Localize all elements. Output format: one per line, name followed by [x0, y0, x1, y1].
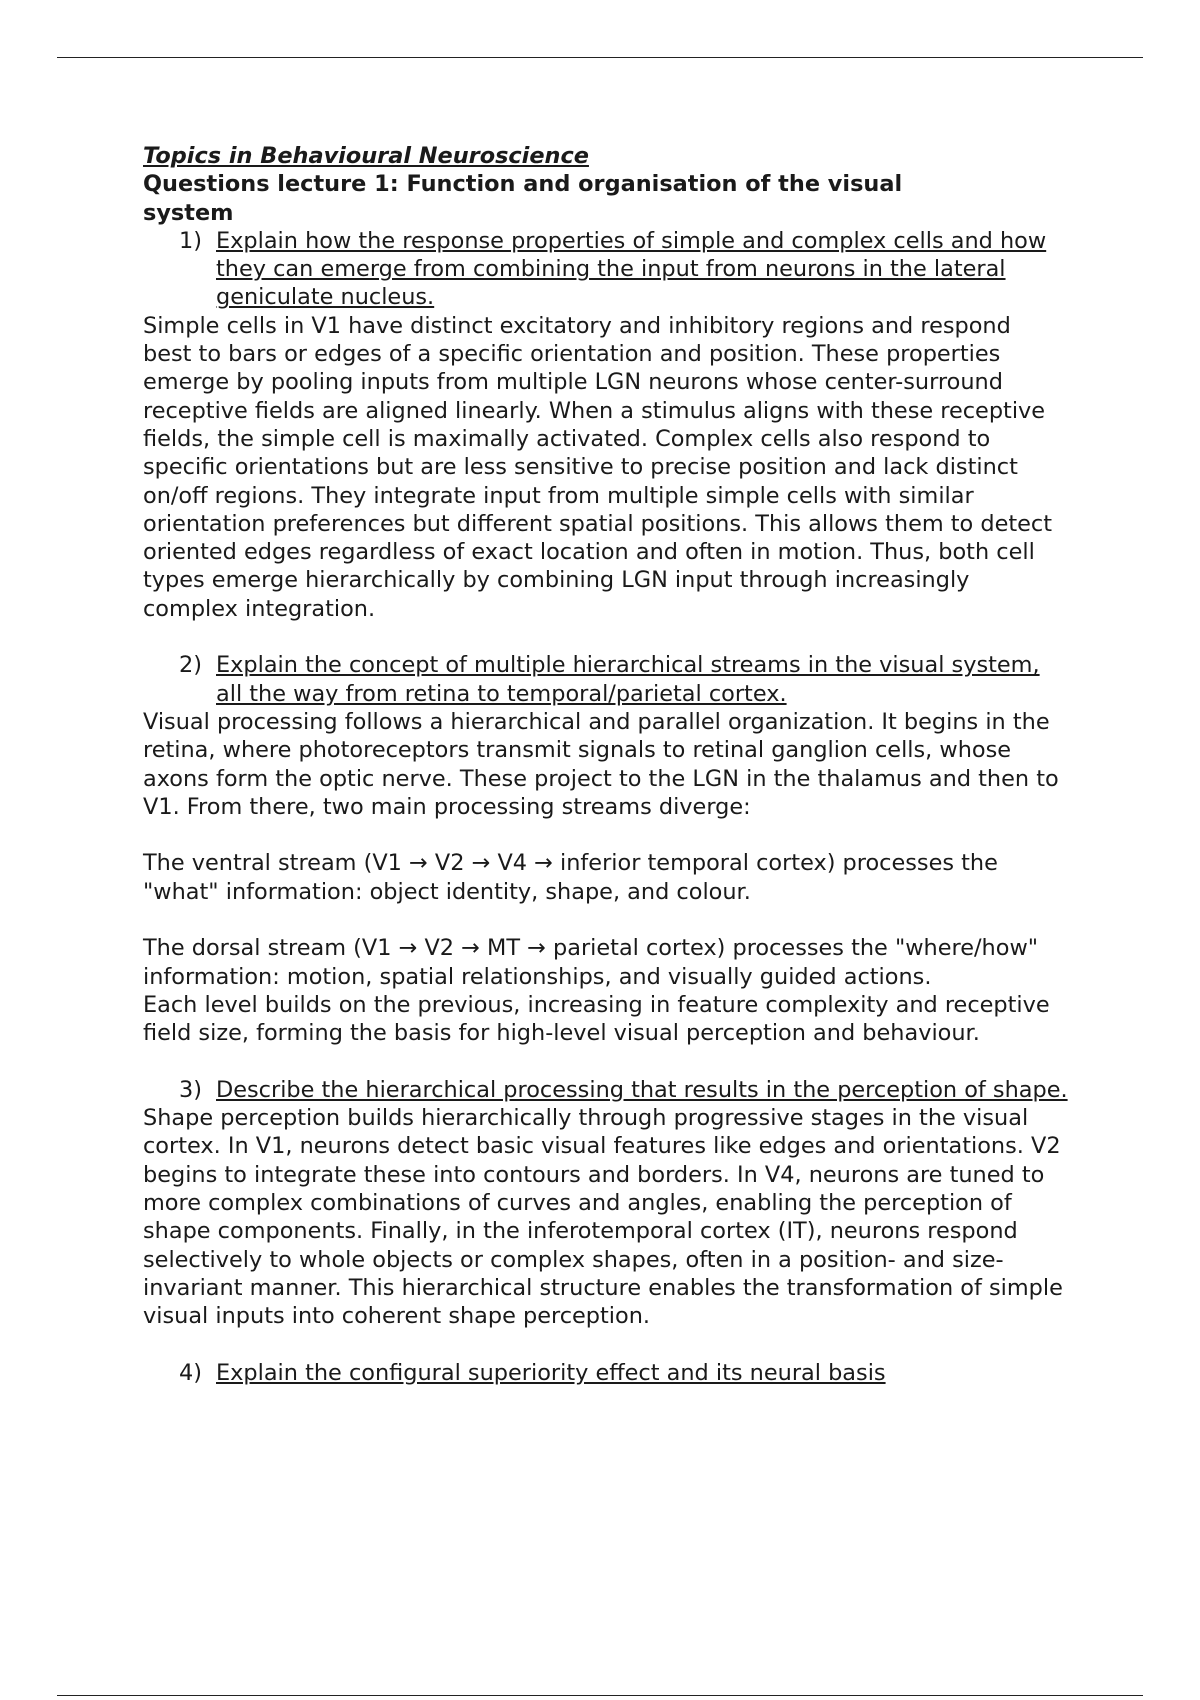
- question-3: [143, 1076, 1068, 1104]
- question-text: Explain how the response properties of simple and complex cells and how they can emerge from combining the input from neurons in the lateral geniculate nucleus.: [216, 227, 1047, 311]
- question-number: 3): [179, 1076, 202, 1103]
- footer-rule: [57, 1695, 1143, 1696]
- question-2: [143, 651, 1068, 708]
- answer-paragraph: Shape perception builds hierarchically through progressive stages in the visual cortex. In V1, neurons detect basic visual features like edges and orientations. V2 begins to integrate these into contours and borders. In V4, neurons are tuned to more complex combinations of curves and angles, enabling the perception of shape components. Finally, in the inferotemporal cortex (IT), neurons respond selectively to whole objects or complex shapes, often in a position- and size-invariant manner. This hierarchical structure enables the transformation of simple visual inputs into coherent shape perception.: [143, 1105, 1063, 1330]
- course-title: Topics in Behavioural Neuroscience: [143, 143, 589, 169]
- answer-paragraph: Visual processing follows a hierarchical and parallel organization. It begins in the retina, where photoreceptors transmit signals to retinal ganglion cells, whose axons form the optic nerve. These project to the LGN in the thalamus and then to V1. From there, two main processing streams diverge:: [143, 708, 1059, 820]
- question-text: Explain the concept of multiple hierarchical streams in the visual system, all the way from retina to temporal/parietal cortex.: [216, 652, 1040, 707]
- question-1: [143, 227, 1068, 312]
- answer-paragraph: The ventral stream (V1 → V2 → V4 → inferior temporal cortex) processes the "what" information: object identity, shape, and colour.: [143, 850, 998, 905]
- header-rule: [57, 57, 1143, 58]
- question-text: Describe the hierarchical processing that results in the perception of shape.: [216, 1076, 1068, 1103]
- answer-paragraph: Simple cells in V1 have distinct excitatory and inhibitory regions and respond best to bars or edges of a specific orientation and position. These properties emerge by pooling inputs from multiple LGN neurons whose center-surround receptive fields are aligned linearly. When a stimulus aligns with these receptive fields, the simple cell is maximally activated. Complex cells also respond to specific orientations but are less sensitive to precise position and lack distinct on/off regions. They integrate input from multiple simple cells with similar orientation preferences but different spatial positions. This allows them to detect oriented edges regardless of exact location and often in motion. Thus, both cell types emerge hierarchically by combining LGN input through increasingly complex integration.: [143, 312, 1052, 622]
- spacer: [143, 623, 1063, 651]
- question-4: [143, 1359, 1068, 1387]
- spacer: [143, 821, 1063, 849]
- question-number: 2): [179, 652, 202, 679]
- answer-paragraph: Each level builds on the previous, increasing in feature complexity and receptive field size, forming the basis for high-level visual perception and behaviour.: [143, 991, 1050, 1047]
- question-number: 4): [179, 1359, 202, 1386]
- lecture-title: Questions lecture 1: Function and organisation of the visual system: [143, 171, 903, 226]
- document-body: [143, 142, 1068, 1387]
- question-text: Explain the configural superiority effect and its neural basis: [216, 1359, 886, 1386]
- spacer: [143, 906, 1063, 934]
- spacer: [143, 1048, 1063, 1076]
- spacer: [143, 1330, 1063, 1358]
- answer-paragraph: The dorsal stream (V1 → V2 → MT → parietal cortex) processes the "where/how" information: motion, spatial relationships, and visually guided actions.: [143, 935, 1039, 990]
- question-number: 1): [179, 227, 202, 254]
